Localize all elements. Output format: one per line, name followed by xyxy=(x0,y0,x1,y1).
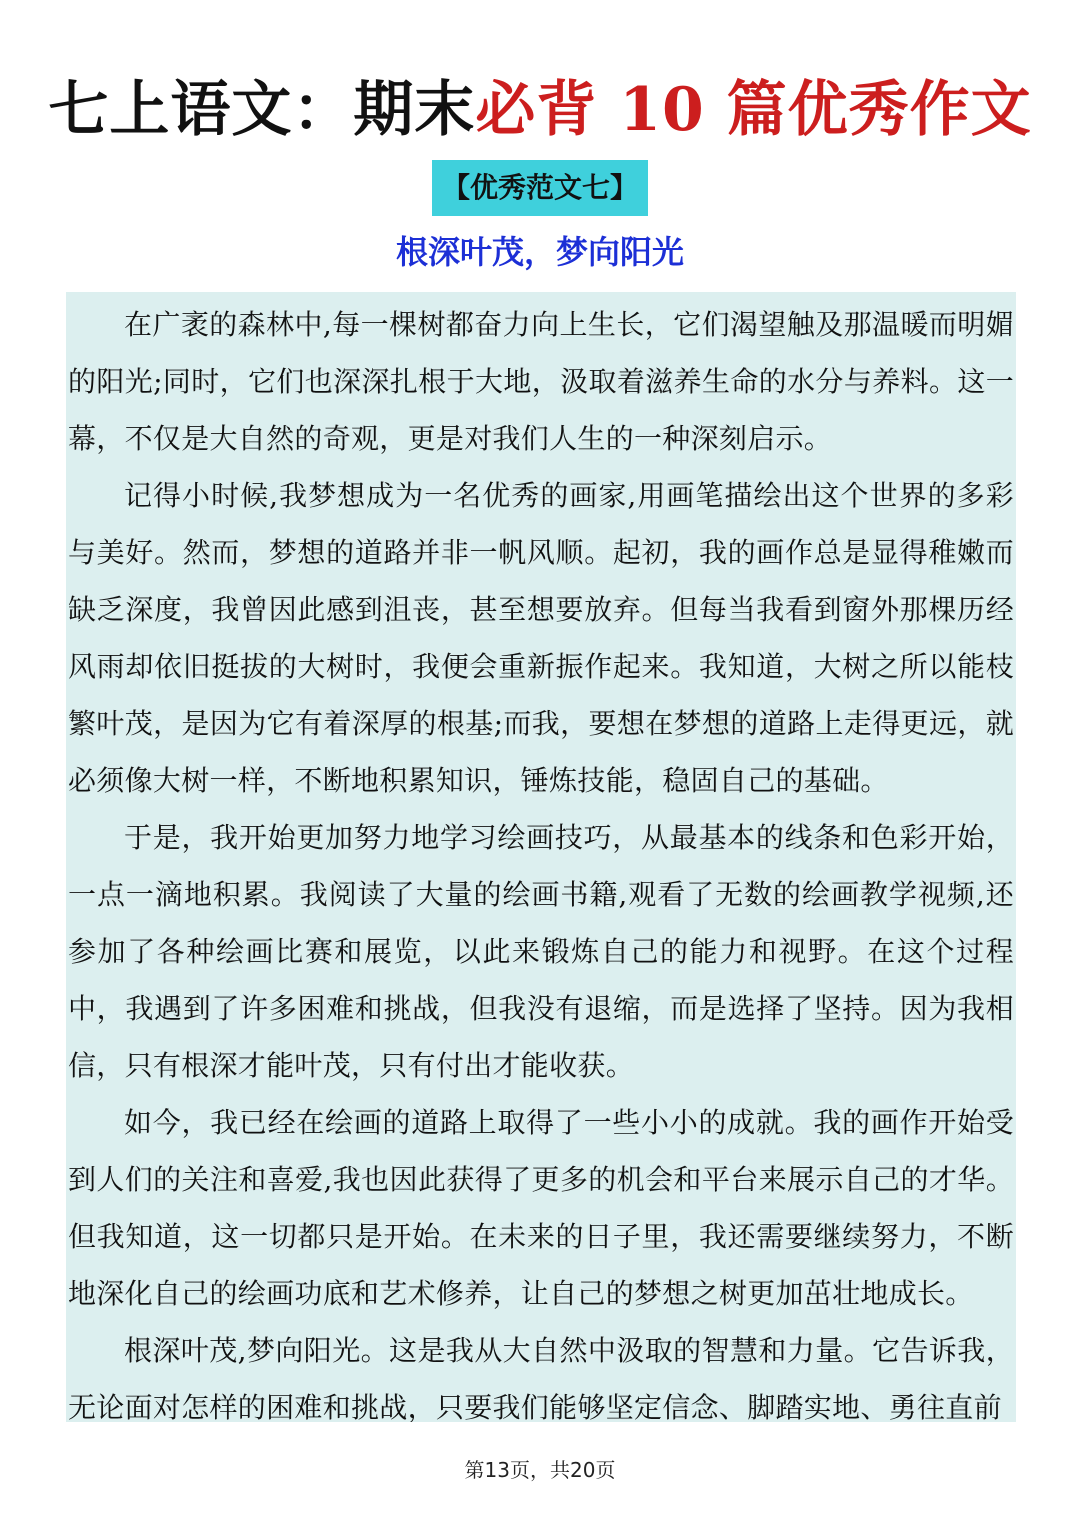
essay-title: 根深叶茂，梦向阳光 xyxy=(395,233,684,271)
page-title xyxy=(0,68,1080,152)
page-number: 第13页，共20页 xyxy=(464,1458,616,1482)
essay-paragraph: 记得小时候,我梦想成为一名优秀的画家,用画笔描绘出这个世界的多彩与美好。然而，梦想的道路并非一帆风顺。起初，我的画作总是显得稚嫩而缺乏深度，我曾因此感到沮丧，甚至想要放弃。但每当我看到窗外那棵历经风雨却依旧挺拔的大树时，我便会重新振作起来。我知道，大树之所以能枝繁叶茂，是因为它有着深厚的根基;而我，要想在梦想的道路上走得更远，就必须像大树一样，不断地积累知识，锤炼技能，稳固自己的基础。 xyxy=(68,479,1014,797)
essay-paragraph: 在广袤的森林中,每一棵树都奋力向上生长，它们渴望触及那温暖而明媚的阳光;同时，它们也深深扎根于大地，汲取着滋养生命的水分与养料。这一幕，不仅是大自然的奇观，更是对我们人生的一种深刻启示。 xyxy=(68,308,1014,455)
essay-body xyxy=(66,292,1016,1422)
essay-paragraph: 根深叶茂,梦向阳光。这是我从大自然中汲取的智慧和力量。它告诉我，无论面对怎样的困难和挑战，只要我们能够坚定信念、脚踏实地、勇往直前 xyxy=(68,1334,1014,1422)
title-part-red: 必背 10 篇优秀作文 xyxy=(475,75,1032,145)
essay-paragraph: 如今，我已经在绘画的道路上取得了一些小小的成就。我的画作开始受到人们的关注和喜爱,我也因此获得了更多的机会和平台来展示自己的才华。但我知道，这一切都只是开始。在未来的日子里，我还需要继续努力，不断地深化自己的绘画功底和艺术修养，让自己的梦想之树更加茁壮地成长。 xyxy=(68,1106,1014,1310)
title-part-black: 七上语文：期末 xyxy=(48,75,476,145)
essay-number-badge: 【优秀范文七】 xyxy=(432,160,648,216)
badge-container xyxy=(0,160,1080,216)
essay-paragraph: 于是，我开始更加努力地学习绘画技巧，从最基本的线条和色彩开始，一点一滴地积累。我阅读了大量的绘画书籍,观看了无数的绘画教学视频,还参加了各种绘画比赛和展览，以此来锻炼自己的能力和视野。在这个过程中，我遇到了许多困难和挑战，但我没有退缩，而是选择了坚持。因为我相信，只有根深才能叶茂，只有付出才能收获。 xyxy=(68,821,1014,1082)
